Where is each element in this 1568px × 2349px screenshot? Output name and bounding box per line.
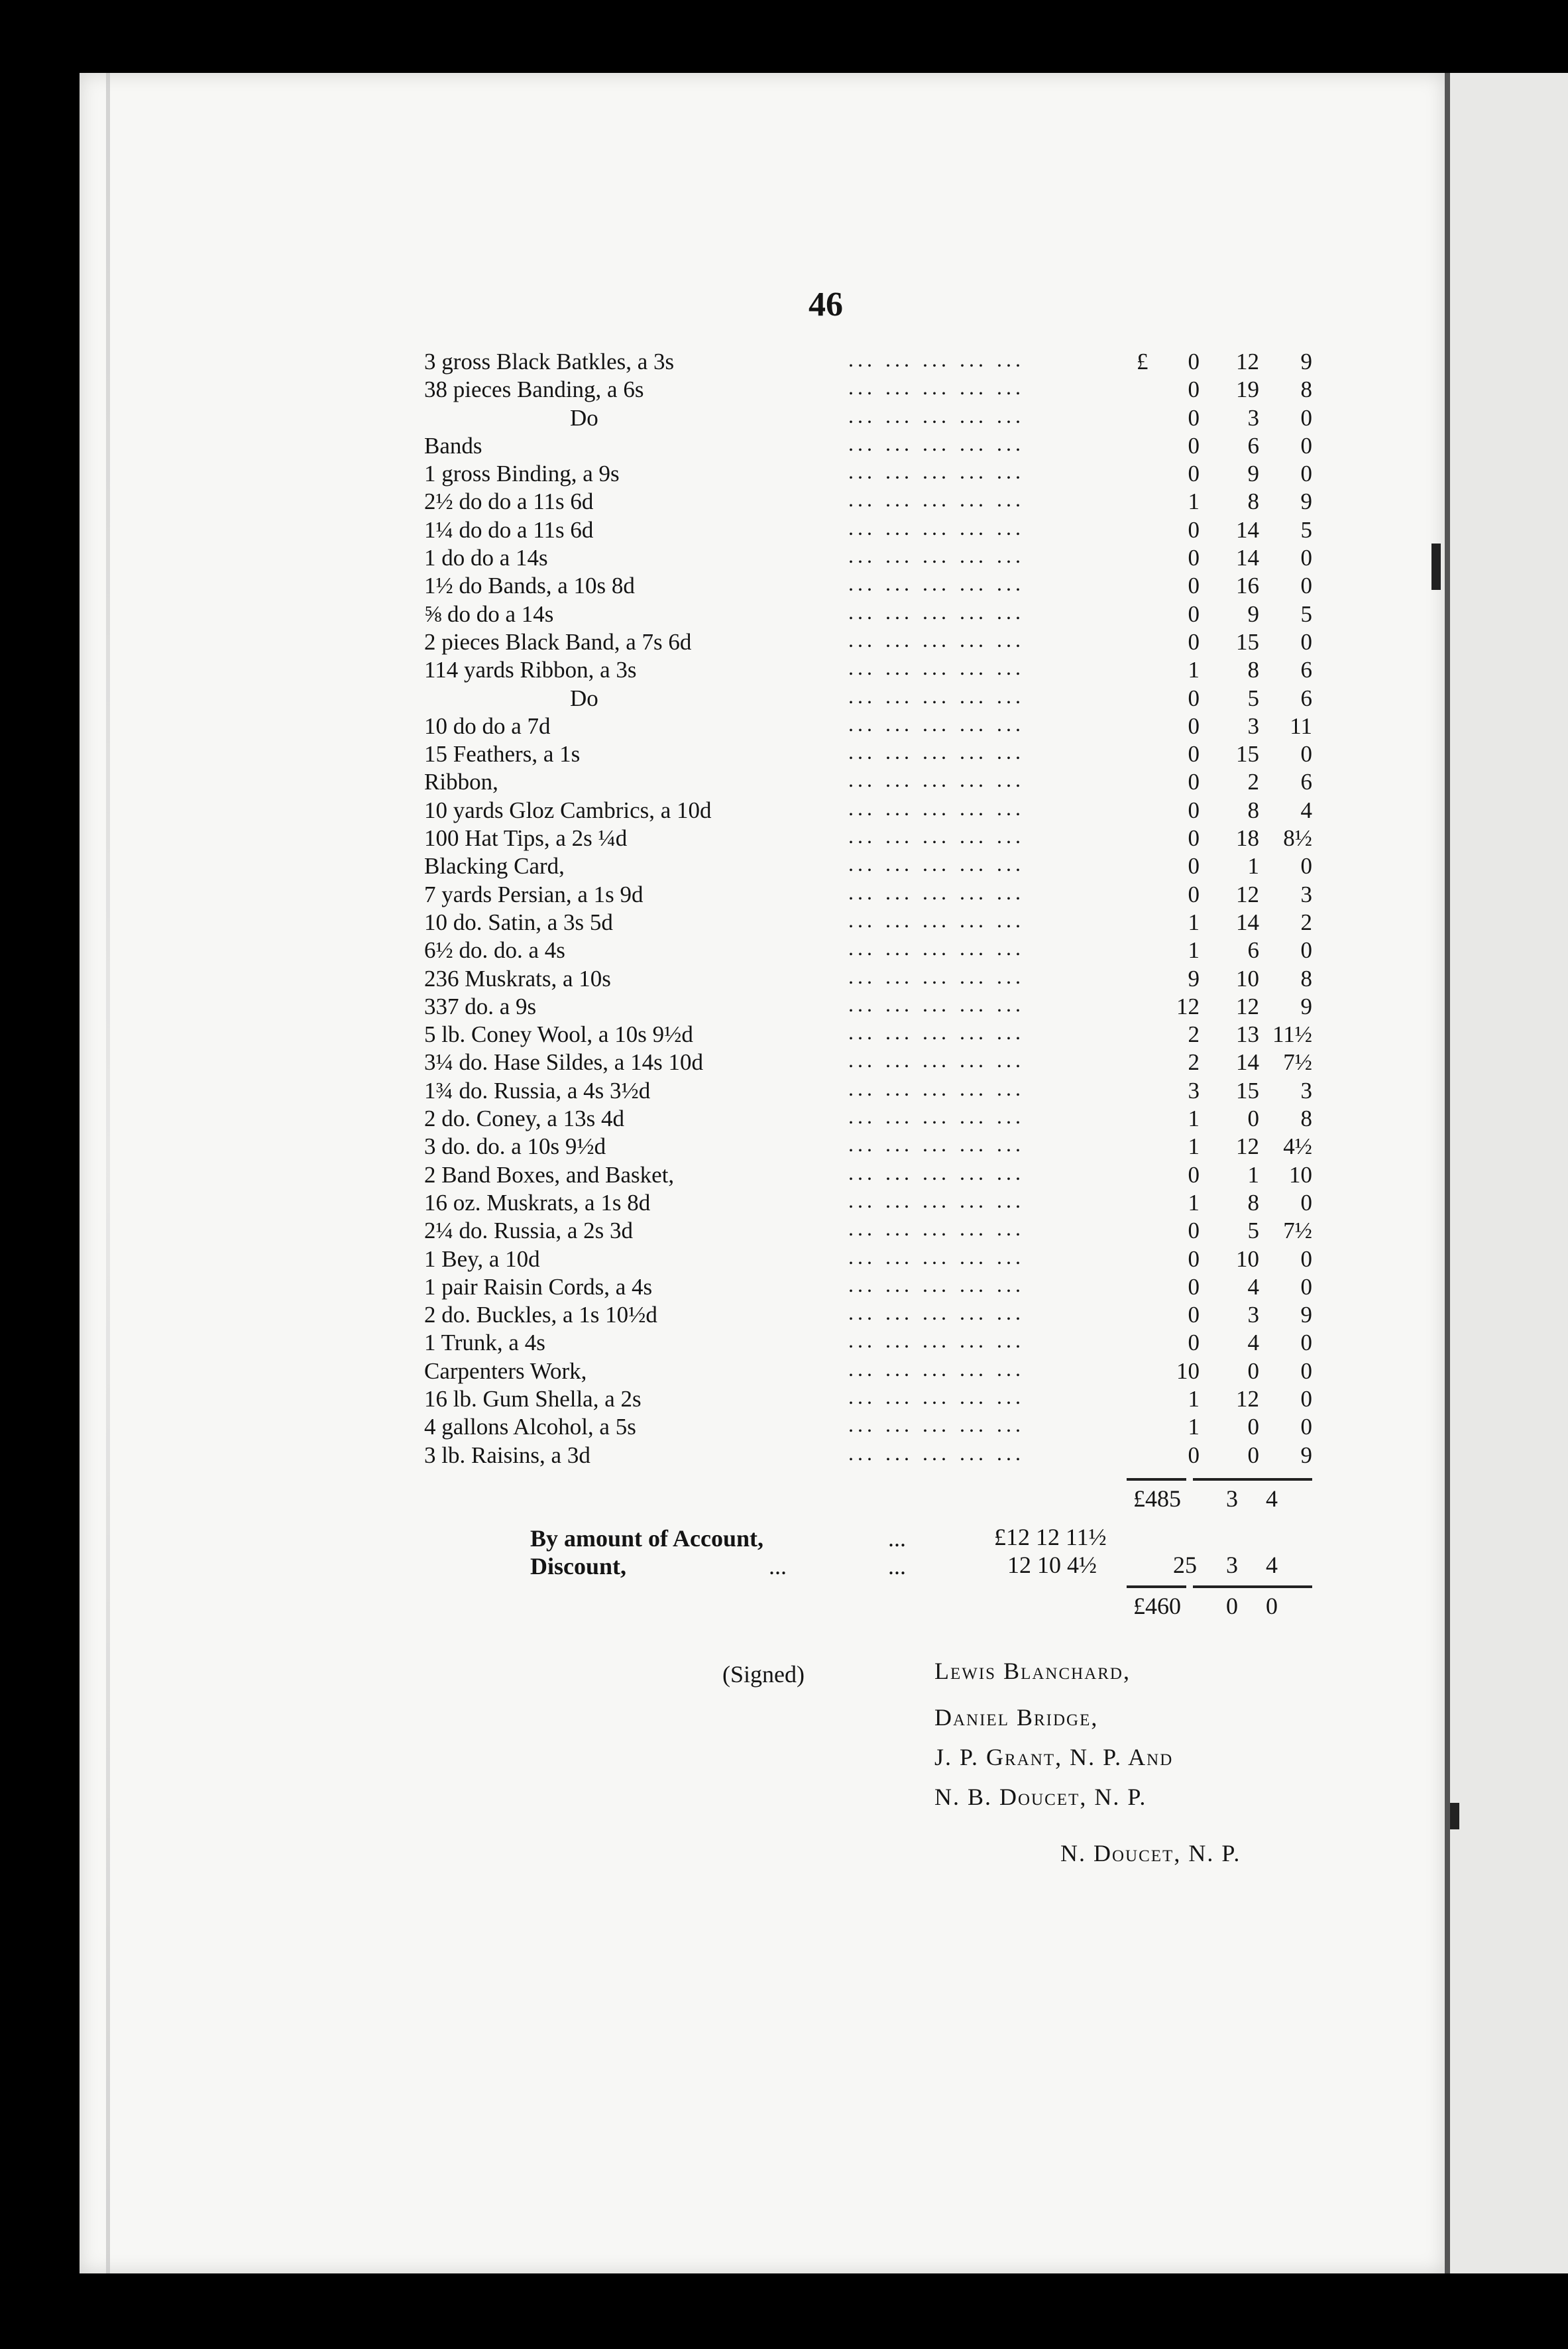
shillings-cell: 0 bbox=[1247, 1442, 1259, 1468]
pence-cell: 0 bbox=[1300, 1189, 1312, 1216]
pence-cell: 0 bbox=[1300, 1385, 1312, 1412]
pounds-cell: 0 bbox=[1188, 461, 1200, 487]
currency-symbol: £ bbox=[1137, 349, 1148, 374]
pounds-cell: 0 bbox=[1188, 685, 1200, 711]
item-description: 10 do. Satin, a 3s 5d bbox=[424, 909, 613, 935]
signature-final: N. Doucet, N. P. bbox=[1060, 1840, 1241, 1866]
shillings-cell: 14 bbox=[1236, 909, 1259, 935]
pence-cell: 3 bbox=[1300, 1077, 1312, 1104]
item-description: 15 Feathers, a 1s bbox=[424, 741, 581, 768]
shillings-cell: 18 bbox=[1236, 825, 1259, 852]
pounds-cell: 1 bbox=[1188, 1106, 1200, 1132]
pence-cell: 8 bbox=[1300, 1106, 1312, 1132]
subtotal-shillings: 3 bbox=[1226, 1485, 1238, 1512]
pounds-cell: 0 bbox=[1188, 1302, 1200, 1328]
item-description: 5 lb. Coney Wool, a 10s 9½d bbox=[424, 1021, 693, 1048]
pounds-cell: 0 bbox=[1188, 573, 1200, 599]
pounds-cell: 1 bbox=[1188, 657, 1200, 683]
item-description: 1 Bey, a 10d bbox=[424, 1245, 540, 1272]
leader-dots: ... ... ... ... ... bbox=[848, 992, 1025, 1016]
pounds-cell: 12 bbox=[1176, 993, 1200, 1019]
leader-dots: ... ... ... ... ... bbox=[848, 544, 1025, 568]
pounds-cell: 1 bbox=[1188, 1385, 1200, 1412]
shillings-cell: 16 bbox=[1236, 573, 1259, 599]
shillings-cell: 0 bbox=[1247, 1414, 1259, 1440]
shillings-cell: 15 bbox=[1236, 628, 1259, 655]
ledger-row bbox=[424, 768, 1312, 796]
shillings-cell: 14 bbox=[1236, 516, 1259, 543]
pence-cell: 8½ bbox=[1283, 825, 1312, 852]
pence-cell: 4 bbox=[1300, 797, 1312, 823]
shillings-cell: 3 bbox=[1247, 404, 1259, 431]
pence-cell: 7½ bbox=[1283, 1218, 1312, 1244]
item-description: 16 oz. Muskrats, a 1s 8d bbox=[424, 1189, 651, 1216]
total-rule bbox=[1127, 1478, 1186, 1481]
leader-dots: ... ... ... ... ... bbox=[848, 487, 1025, 512]
shillings-cell: 12 bbox=[1236, 1385, 1259, 1412]
pounds-cell: 0 bbox=[1188, 404, 1200, 431]
shillings-cell: 8 bbox=[1247, 488, 1259, 515]
leader-dots: ... ... ... ... ... bbox=[848, 1104, 1025, 1129]
pounds-cell: 0 bbox=[1188, 601, 1200, 627]
shillings-cell: 2 bbox=[1247, 769, 1259, 795]
ledger-row bbox=[424, 1300, 1312, 1329]
pounds-cell: 0 bbox=[1188, 1245, 1200, 1272]
leader-dots: ... ... ... ... ... bbox=[848, 515, 1025, 540]
pence-cell: 0 bbox=[1300, 628, 1312, 655]
shillings-cell: 6 bbox=[1247, 937, 1259, 964]
pounds-cell: 0 bbox=[1188, 376, 1200, 403]
leader-dots: ... ... ... ... ... bbox=[848, 1216, 1025, 1241]
item-description: 337 do. a 9s bbox=[424, 993, 537, 1019]
binding-mark bbox=[1431, 544, 1441, 590]
pence-cell: 9 bbox=[1300, 349, 1312, 374]
shillings-cell: 8 bbox=[1247, 797, 1259, 823]
shillings-cell: 4 bbox=[1247, 1273, 1259, 1300]
account-value: £12 12 11½ bbox=[994, 1524, 1107, 1550]
leader-dots: ... ... ... ... ... bbox=[848, 1300, 1025, 1325]
final-pounds: £460 bbox=[1133, 1593, 1181, 1619]
shillings-cell: 12 bbox=[1236, 993, 1259, 1019]
ledger-row bbox=[424, 1020, 1312, 1049]
ledger-row bbox=[424, 1356, 1312, 1385]
leader-dots: ... ... ... ... ... bbox=[848, 711, 1025, 736]
leader-dots: ... ... ... ... ... bbox=[848, 1272, 1025, 1296]
pounds-cell: 10 bbox=[1176, 1357, 1200, 1384]
shillings-cell: 5 bbox=[1247, 1218, 1259, 1244]
item-description: 7 yards Persian, a 1s 9d bbox=[424, 881, 644, 907]
item-description: 3¼ do. Hase Sildes, a 14s 10d bbox=[424, 1049, 703, 1076]
deduction-pounds: 25 bbox=[1173, 1552, 1197, 1578]
pounds-cell: 1 bbox=[1188, 1133, 1200, 1160]
pence-cell: 4½ bbox=[1283, 1133, 1312, 1160]
item-description: 10 do do a 7d bbox=[424, 713, 551, 739]
item-description: 3 lb. Raisins, a 3d bbox=[424, 1442, 590, 1468]
leader-dots: ... ... ... ... ... bbox=[848, 936, 1025, 960]
pounds-cell: 0 bbox=[1188, 1161, 1200, 1188]
leader-dots: ... ... ... ... ... bbox=[848, 795, 1025, 820]
shillings-cell: 10 bbox=[1236, 965, 1259, 992]
final-rule bbox=[1127, 1585, 1186, 1588]
pounds-cell: 0 bbox=[1188, 713, 1200, 739]
pounds-cell: 0 bbox=[1188, 825, 1200, 852]
shillings-cell: 8 bbox=[1247, 657, 1259, 683]
item-description: 3 do. do. a 10s 9½d bbox=[424, 1133, 606, 1160]
shillings-cell: 0 bbox=[1247, 1106, 1259, 1132]
pence-cell: 0 bbox=[1300, 461, 1312, 487]
leader-dots: ... ... ... ... ... bbox=[848, 964, 1025, 988]
shillings-cell: 14 bbox=[1236, 545, 1259, 571]
shillings-cell: 6 bbox=[1247, 432, 1259, 459]
ledger-row bbox=[424, 571, 1312, 600]
shillings-cell: 1 bbox=[1247, 1161, 1259, 1188]
ledger-row bbox=[424, 347, 1312, 376]
shillings-cell: 12 bbox=[1236, 881, 1259, 907]
signature-name: N. B. Doucet, N. P. bbox=[934, 1784, 1147, 1810]
pence-cell: 9 bbox=[1300, 1442, 1312, 1468]
ledger-row bbox=[424, 907, 1312, 937]
ledger-row bbox=[424, 795, 1312, 825]
shillings-cell: 5 bbox=[1247, 685, 1259, 711]
item-description: 1 pair Raisin Cords, a 4s bbox=[424, 1273, 653, 1300]
item-description: 114 yards Ribbon, a 3s bbox=[424, 657, 637, 683]
leader-dots: ... ... ... ... ... bbox=[848, 627, 1025, 652]
leader-dots: ... ... ... ... ... bbox=[848, 1384, 1025, 1408]
pence-cell: 9 bbox=[1300, 488, 1312, 515]
pence-cell: 8 bbox=[1300, 965, 1312, 992]
ledger-row bbox=[424, 936, 1312, 964]
ledger-row bbox=[424, 1244, 1312, 1273]
pence-cell: 6 bbox=[1300, 657, 1312, 683]
pounds-cell: 1 bbox=[1188, 1414, 1200, 1440]
ledger-row bbox=[424, 1188, 1312, 1217]
ledger-row bbox=[424, 1132, 1312, 1161]
pounds-cell: 0 bbox=[1188, 1330, 1200, 1356]
pounds-cell: 0 bbox=[1188, 797, 1200, 823]
pence-cell: 5 bbox=[1300, 516, 1312, 543]
shillings-cell: 19 bbox=[1236, 376, 1259, 403]
shillings-cell: 15 bbox=[1236, 1077, 1259, 1104]
leader-dots: ... ... ... ... ... bbox=[848, 347, 1025, 371]
leader-dots: ... ... ... ... ... bbox=[848, 375, 1025, 400]
ledger-row bbox=[424, 656, 1312, 684]
item-description: Carpenters Work, bbox=[424, 1357, 587, 1384]
item-description: 1 gross Binding, a 9s bbox=[424, 461, 620, 487]
shillings-cell: 15 bbox=[1236, 741, 1259, 768]
shillings-cell: 9 bbox=[1247, 601, 1259, 627]
shillings-cell: 8 bbox=[1247, 1189, 1259, 1216]
pence-cell: 7½ bbox=[1283, 1049, 1312, 1076]
deduction-pence: 4 bbox=[1266, 1552, 1278, 1578]
totals-section bbox=[424, 1478, 1299, 1624]
ledger-row bbox=[424, 880, 1312, 909]
pence-cell: 3 bbox=[1300, 881, 1312, 907]
item-description: 38 pieces Banding, a 6s bbox=[424, 376, 644, 403]
pounds-cell: 0 bbox=[1188, 881, 1200, 907]
ledger-row bbox=[424, 683, 1312, 713]
leader-dots: ... ... ... ... ... bbox=[848, 571, 1025, 596]
item-description: 236 Muskrats, a 10s bbox=[424, 965, 611, 992]
shillings-cell: 14 bbox=[1236, 1049, 1259, 1076]
pence-cell: 6 bbox=[1300, 769, 1312, 795]
item-description: 2 Band Boxes, and Basket, bbox=[424, 1161, 675, 1188]
item-description: 2 pieces Black Band, a 7s 6d bbox=[424, 628, 692, 655]
ledger-row bbox=[424, 403, 1312, 432]
pence-cell: 0 bbox=[1300, 432, 1312, 459]
item-description: 2½ do do a 11s 6d bbox=[424, 488, 594, 515]
item-description: Ribbon, bbox=[424, 769, 498, 795]
leader-dots: ... ... ... ... ... bbox=[848, 740, 1025, 764]
pounds-cell: 0 bbox=[1188, 1442, 1200, 1468]
item-description: 1 Trunk, a 4s bbox=[424, 1330, 545, 1356]
pence-cell: 6 bbox=[1300, 685, 1312, 711]
leader-dots: ... ... ... ... ... bbox=[848, 1048, 1025, 1072]
ledger-row bbox=[424, 1104, 1312, 1133]
pounds-cell: 9 bbox=[1188, 965, 1200, 992]
item-description: 1½ do Bands, a 10s 8d bbox=[424, 573, 635, 599]
pence-cell: 0 bbox=[1300, 1414, 1312, 1440]
leader-dots: ... ... ... ... ... bbox=[848, 459, 1025, 484]
pence-cell: 0 bbox=[1300, 1273, 1312, 1300]
leader-dots: ... ... ... ... ... bbox=[848, 824, 1025, 848]
leader-dots: ... ... ... ... ... bbox=[848, 599, 1025, 624]
pence-cell: 0 bbox=[1300, 1357, 1312, 1384]
ledger-table bbox=[424, 347, 1312, 1469]
pounds-cell: 1 bbox=[1188, 937, 1200, 964]
subtotal-pounds: £485 bbox=[1133, 1485, 1181, 1512]
ledger-row bbox=[424, 544, 1312, 572]
pounds-cell: 0 bbox=[1188, 769, 1200, 795]
pence-cell: 0 bbox=[1300, 937, 1312, 964]
signed-label: (Signed) bbox=[722, 1661, 805, 1688]
pounds-cell: 2 bbox=[1188, 1021, 1200, 1048]
shillings-cell: 4 bbox=[1247, 1330, 1259, 1356]
pounds-cell: 0 bbox=[1188, 741, 1200, 768]
pounds-cell: 0 bbox=[1188, 1218, 1200, 1244]
shillings-cell: 0 bbox=[1247, 1357, 1259, 1384]
ledger-row bbox=[424, 1384, 1312, 1413]
final-shillings: 0 bbox=[1226, 1593, 1238, 1619]
binding-mark bbox=[1450, 1803, 1459, 1829]
item-description: Do bbox=[570, 404, 598, 431]
pounds-cell: 2 bbox=[1188, 1049, 1200, 1076]
item-description: 10 yards Gloz Cambrics, a 10d bbox=[424, 797, 712, 823]
leader-dots: ... ... ... ... ... bbox=[848, 1244, 1025, 1269]
leader-dots: ... ... ... ... ... bbox=[848, 1160, 1025, 1184]
leader-dots: ... ... ... ... ... bbox=[848, 1020, 1025, 1045]
pounds-cell: 1 bbox=[1188, 488, 1200, 515]
ledger-row bbox=[424, 1048, 1312, 1076]
pence-cell: 11½ bbox=[1272, 1021, 1312, 1048]
ledger-row bbox=[424, 852, 1312, 880]
item-description: 16 lb. Gum Shella, a 2s bbox=[424, 1385, 642, 1412]
pounds-cell: 0 bbox=[1188, 1273, 1200, 1300]
leader-dots: ... ... ... ... ... bbox=[848, 656, 1025, 680]
ledger-row bbox=[424, 1216, 1312, 1245]
pence-cell: 0 bbox=[1300, 741, 1312, 768]
leader-dots: ... ... ... ... ... bbox=[848, 880, 1025, 904]
ledger-row bbox=[424, 992, 1312, 1021]
final-rule bbox=[1193, 1585, 1312, 1588]
page-number: 46 bbox=[809, 286, 843, 323]
pence-cell: 9 bbox=[1300, 1302, 1312, 1328]
ledger-row bbox=[424, 599, 1312, 628]
item-description: Do bbox=[570, 685, 598, 711]
next-page-edge bbox=[1445, 73, 1568, 2273]
pounds-cell: 0 bbox=[1188, 545, 1200, 571]
pence-cell: 0 bbox=[1300, 853, 1312, 880]
account-label: By amount of Account, bbox=[530, 1525, 764, 1552]
ledger-row bbox=[424, 1272, 1312, 1301]
leader-dots: ... ... ... ... ... bbox=[848, 683, 1025, 708]
item-description: Blacking Card, bbox=[424, 853, 565, 880]
pence-cell: 11 bbox=[1290, 713, 1312, 739]
shillings-cell: 9 bbox=[1247, 461, 1259, 487]
ledger-row bbox=[424, 1440, 1312, 1469]
ledger-row bbox=[424, 627, 1312, 656]
ledger-row bbox=[424, 1076, 1312, 1105]
pounds-cell: 1 bbox=[1188, 909, 1200, 935]
leader-dots: ... ... ... ... ... bbox=[848, 431, 1025, 455]
ledger-row bbox=[424, 1412, 1312, 1441]
leader-dots: ... ... ... ... ... bbox=[848, 403, 1025, 428]
shillings-cell: 3 bbox=[1247, 713, 1259, 739]
pence-cell: 5 bbox=[1300, 601, 1312, 627]
leader-dots: ... ... ... ... ... bbox=[848, 768, 1025, 792]
ledger-row bbox=[424, 1160, 1312, 1189]
leader-dots: ... ... ... ... ... bbox=[848, 907, 1025, 932]
item-description: 2¼ do. Russia, a 2s 3d bbox=[424, 1218, 633, 1244]
item-description: 1¼ do do a 11s 6d bbox=[424, 516, 594, 543]
ledger-row bbox=[424, 824, 1312, 852]
leader-dots: ... ... ... ... ... bbox=[848, 1440, 1025, 1465]
shillings-cell: 12 bbox=[1236, 349, 1259, 374]
account-dots: ... bbox=[888, 1525, 906, 1552]
leader-dots: ... ... ... ... ... bbox=[848, 1132, 1025, 1157]
ledger-row bbox=[424, 740, 1312, 768]
ledger-row bbox=[424, 964, 1312, 993]
item-description: 100 Hat Tips, a 2s ¼d bbox=[424, 825, 628, 852]
signature-name: Daniel Bridge, bbox=[934, 1704, 1099, 1731]
pounds-cell: 0 bbox=[1188, 628, 1200, 655]
ledger-row bbox=[424, 515, 1312, 544]
subtotal-pence: 4 bbox=[1266, 1485, 1278, 1512]
pounds-cell: 0 bbox=[1188, 349, 1200, 374]
ledger-row bbox=[424, 431, 1312, 460]
total-rule bbox=[1193, 1478, 1312, 1481]
pounds-cell: 0 bbox=[1188, 432, 1200, 459]
leader-dots: ... ... ... ... ... bbox=[848, 1356, 1025, 1381]
leader-dots: ... ... ... ... ... bbox=[848, 1076, 1025, 1100]
item-description: 3 gross Black Batkles, a 3s bbox=[424, 349, 675, 374]
leader-dots: ... ... ... ... ... bbox=[848, 1412, 1025, 1437]
item-description: 6½ do. do. a 4s bbox=[424, 937, 565, 964]
final-pence: 0 bbox=[1266, 1593, 1278, 1619]
item-description: 1¾ do. Russia, a 4s 3½d bbox=[424, 1077, 651, 1104]
item-description: 2 do. Buckles, a 1s 10½d bbox=[424, 1302, 657, 1328]
leader-dots: ... ... ... ... ... bbox=[848, 852, 1025, 876]
discount-value: 12 10 4½ bbox=[1007, 1552, 1097, 1578]
ledger-row bbox=[424, 375, 1312, 404]
pence-cell: 8 bbox=[1300, 376, 1312, 403]
shillings-cell: 3 bbox=[1247, 1302, 1259, 1328]
pence-cell: 0 bbox=[1300, 545, 1312, 571]
item-description: 1 do do a 14s bbox=[424, 545, 548, 571]
shillings-cell: 1 bbox=[1247, 853, 1259, 880]
signature-name: J. P. Grant, N. P. And bbox=[934, 1744, 1174, 1770]
pounds-cell: 1 bbox=[1188, 1189, 1200, 1216]
pence-cell: 2 bbox=[1300, 909, 1312, 935]
leader-dots: ... ... ... ... ... bbox=[848, 1188, 1025, 1212]
pence-cell: 0 bbox=[1300, 404, 1312, 431]
discount-dots: ... bbox=[769, 1553, 787, 1579]
item-description: 4 gallons Alcohol, a 5s bbox=[424, 1414, 636, 1440]
pounds-cell: 3 bbox=[1188, 1077, 1200, 1104]
item-description: Bands bbox=[424, 432, 482, 459]
pence-cell: 0 bbox=[1300, 573, 1312, 599]
pounds-cell: 0 bbox=[1188, 516, 1200, 543]
item-description: ⅝ do do a 14s bbox=[424, 601, 554, 627]
item-description: 2 do. Coney, a 13s 4d bbox=[424, 1106, 625, 1132]
shillings-cell: 12 bbox=[1236, 1133, 1259, 1160]
deduction-shillings: 3 bbox=[1226, 1552, 1238, 1578]
pounds-cell: 0 bbox=[1188, 853, 1200, 880]
pence-cell: 10 bbox=[1289, 1161, 1312, 1188]
ledger-row bbox=[424, 1328, 1312, 1357]
ledger-row bbox=[424, 459, 1312, 488]
ledger-row bbox=[424, 487, 1312, 516]
shillings-cell: 13 bbox=[1236, 1021, 1259, 1048]
pence-cell: 9 bbox=[1300, 993, 1312, 1019]
discount-dots: ... bbox=[888, 1553, 906, 1579]
pence-cell: 0 bbox=[1300, 1330, 1312, 1356]
signature-name: Lewis Blanchard, bbox=[934, 1658, 1131, 1684]
pence-cell: 0 bbox=[1300, 1245, 1312, 1272]
discount-label: Discount, bbox=[530, 1553, 627, 1579]
ledger-row bbox=[424, 711, 1312, 740]
shillings-cell: 10 bbox=[1236, 1245, 1259, 1272]
leader-dots: ... ... ... ... ... bbox=[848, 1328, 1025, 1353]
